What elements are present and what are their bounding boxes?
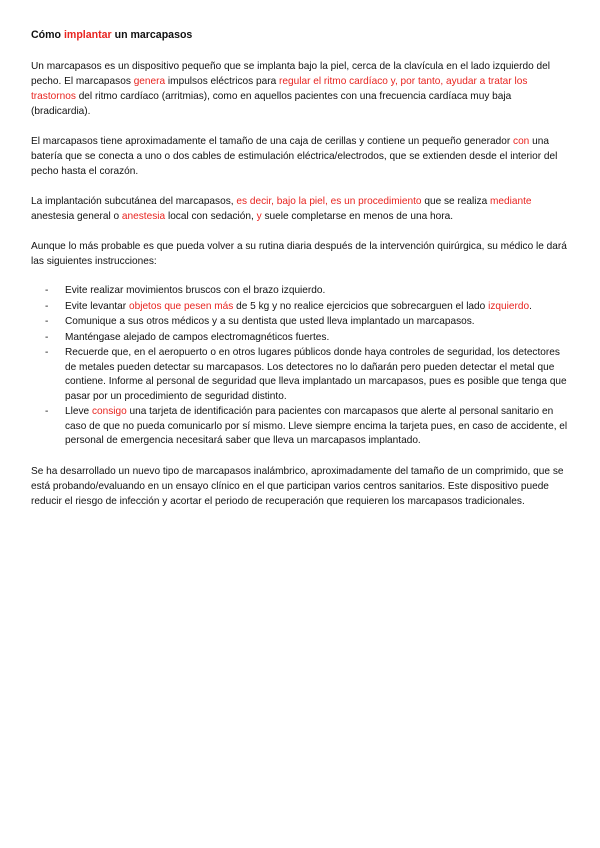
highlight-run: regular el ritmo cardíaco y, por tanto, ayudar a tratar los trastornos — [31, 76, 528, 102]
title-text: Cómo — [31, 29, 64, 41]
paragraph-procedure — [31, 194, 570, 224]
title-highlight: implantar — [63, 29, 112, 41]
highlight-run: es decir, bajo la piel, es un procedimiento — [236, 196, 422, 207]
text-run: del ritmo cardíaco (arritmias), como en aquellos pacientes con una frecuencia cardíaca muy baja (bradicardia). — [31, 91, 512, 117]
list-item — [31, 405, 570, 449]
list-item: - Manténgase alejado de campos electromagnéticos fuertes. — [31, 331, 570, 346]
highlight-run: izquierdo — [488, 300, 530, 312]
list-item: - Recuerde que, en el aeropuerto o en otros lugares públicos donde haya controles de seguridad, los detectores de metales pueden detectar su marcapasos. Los detectores no lo dañarán pero pueden detectar el metal que contiene. Informe al personal de seguridad que lleva implantado un marcapasos, pues es posible que tenga que pasar por un procedimiento de seguridad distinto. — [31, 346, 570, 404]
paragraph-instructions-intro: Aunque lo más probable es que pueda volver a su rutina diaria después de la intervención quirúrgica, su médico le dará las siguientes instrucciones: — [31, 241, 567, 267]
list-item: - Comunique a sus otros médicos y a su dentista que usted lleva implantado un marcapasos. — [31, 315, 570, 330]
text-run: . — [529, 300, 532, 312]
highlight-run: anestesia — [121, 211, 166, 222]
highlight-run: genera — [133, 76, 166, 87]
text-run: Evite levantar — [65, 300, 129, 312]
text-run: Lleve — [65, 406, 92, 417]
text-run: una tarjeta de identificación para pacientes con marcapasos que alerte al personal sanitario en caso de que no pueda comunicarlo por sí mismo. Lleve siempre encima la tarjeta pues, en caso de accidente, el personal de emergencia necesitará saber que lleva un marcapasos implantado. — [65, 406, 568, 446]
highlight-run: objetos que pesen más — [128, 300, 234, 312]
title-text: un marcapasos — [111, 29, 193, 41]
highlight-run: mediante — [490, 196, 532, 207]
list-item — [31, 300, 570, 315]
text-run: El marcapasos tiene aproximadamente el tamaño de una caja de cerillas y contiene un pequeño generador — [31, 136, 514, 147]
highlight-run: consigo — [91, 406, 127, 417]
text-run: anestesia general o — [31, 211, 122, 222]
text-run: suele completarse en menos de una hora. — [261, 211, 453, 222]
text-run: una batería que se conecta a uno o dos cables de estimulación eléctrica/electrodos, que se extienden desde el interior del pecho hasta el corazón. — [31, 136, 558, 177]
highlight-run: y — [256, 211, 262, 222]
text-run: que se realiza — [421, 196, 491, 207]
list-item: - Evite realizar movimientos bruscos con el brazo izquierdo. — [31, 284, 570, 299]
text-run: impulsos eléctricos para — [165, 76, 280, 87]
paragraph-intro — [31, 59, 570, 119]
text-run: La implantación subcutánea del marcapasos, — [31, 196, 237, 207]
text-run: Un marcapasos es un dispositivo pequeño que se implanta bajo la piel, cerca de la clavícula en el lado izquierdo del pecho. El marcapasos — [31, 61, 551, 87]
instructions-list — [31, 284, 570, 449]
text-run: de 5 kg y no realice ejercicios que sobrecarguen el lado — [233, 300, 489, 312]
document-title — [31, 29, 570, 42]
text-run: local con sedación, — [165, 211, 257, 222]
highlight-run: con — [513, 136, 530, 147]
paragraph-description — [31, 134, 570, 179]
paragraph-wireless: Se ha desarrollado un nuevo tipo de marcapasos inalámbrico, aproximadamente del tamaño de un comprimido, que se está probando/evaluando en un ensayo clínico en el que participan varios centros sanitarios. Este dispositivo puede reducir el riesgo de infección y acortar el periodo de recuperación que requieren los marcapasos tradicionales. — [31, 465, 564, 507]
